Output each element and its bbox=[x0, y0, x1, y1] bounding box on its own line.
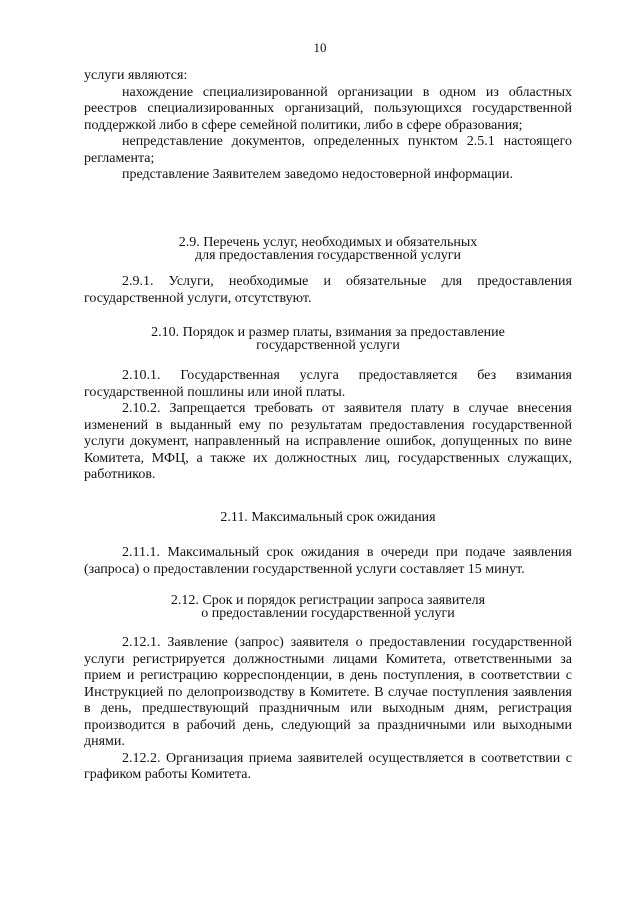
paragraph: услуги являются: bbox=[84, 68, 188, 83]
heading-line: 2.12. Срок и порядок регистрации запроса заявителя bbox=[170, 593, 486, 608]
paragraph: 2.11.1. Максимальный срок ожидания в очереди при подаче заявления (запроса) о предоставлении государственной услуги составляет 15 минут. bbox=[84, 545, 572, 577]
section-2-11-body bbox=[84, 545, 572, 578]
heading-line: 2.11. Максимальный срок ожидания bbox=[220, 510, 436, 525]
heading-line: о предоставлении государственной услуги bbox=[201, 605, 455, 621]
section-heading-2-11 bbox=[84, 512, 572, 525]
paragraph: нахождение специализированной организации в одном из областных реестров специализированных организаций, пользующихся государственной поддержкой либо в сфере семейной политики, либо в сфере образования; bbox=[84, 84, 572, 133]
intro-block bbox=[84, 68, 572, 184]
heading-line: для предоставления государственной услуги bbox=[194, 247, 462, 263]
section-2-12-body bbox=[84, 635, 572, 784]
paragraph: непредставление документов, определенных пунктом 2.5.1 настоящего регламента; bbox=[84, 134, 572, 166]
page-number: 10 bbox=[313, 40, 327, 55]
paragraph: 2.12.1. Заявление (запрос) заявителя о предоставлении государственной услуги регистрируется должностными лицами Комитета, ответственными за прием и регистрацию корреспонденции, в день поступления, в соответствии с Инструкцией по делопроизводству в Комитете. В случае поступления заявления в день, предшествующий праздничным или выходным дням, регистрация производится в рабочий день, следующий за праздничными или выходными днями. bbox=[84, 635, 572, 749]
paragraph: 2.9.1. Услуги, необходимые и обязательные для предоставления государственной услуги, отсутствуют. bbox=[84, 274, 572, 306]
section-2-9-body bbox=[84, 274, 572, 307]
section-heading-2-12 bbox=[84, 595, 572, 620]
heading-line: государственной услуги bbox=[256, 337, 400, 353]
paragraph: 2.12.2. Организация приема заявителей осуществляется в соответствии с графиком работы Комитета. bbox=[84, 750, 572, 782]
section-2-10-body bbox=[84, 368, 572, 484]
paragraph: 2.10.1. Государственная услуга предоставляется без взимания государственной пошлины или иной платы. bbox=[84, 368, 572, 400]
section-heading-2-9 bbox=[84, 237, 572, 262]
section-heading-2-10 bbox=[84, 327, 572, 352]
heading-line: 2.10. Порядок и размер платы, взимания за предоставление bbox=[151, 325, 505, 340]
paragraph: представление Заявителем заведомо недостоверной информации. bbox=[122, 167, 514, 182]
heading-line: 2.9. Перечень услуг, необходимых и обязательных bbox=[178, 235, 478, 250]
paragraph: 2.10.2. Запрещается требовать от заявителя плату в случае внесения изменений в выданный ему по результатам предоставления государственной услуги документ, направленный на исправление ошибок, допущенных по вине Комитета, МФЦ, а также их должностных лиц, государственных служащих, работников. bbox=[84, 401, 572, 482]
